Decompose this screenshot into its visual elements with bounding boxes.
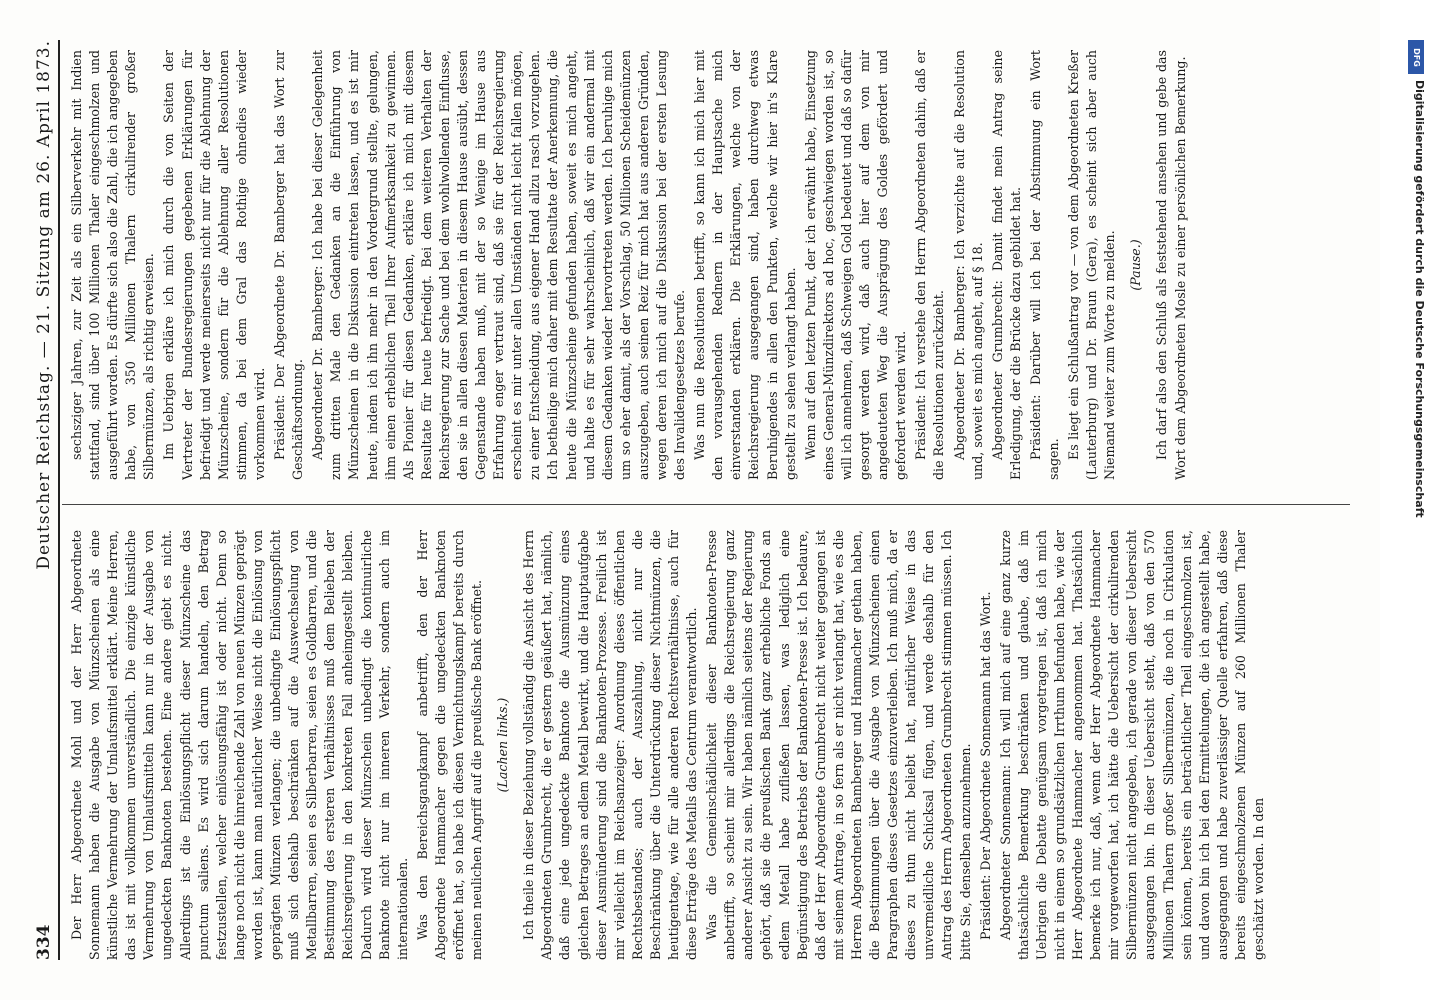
paragraph: Im Uebrigen erkläre ich mich durch die von Seiten der Vertreter der Bundesregierungen gegebenen Erklärungen für befriedigt und werde meinerseits nicht nur für die Ablehnung der Münzscheine, sondern für die Ablehnung aller Resolutionen stimmen, da bei dem Gral das Rothige ohnedies wieder vorkommen wird. xyxy=(161,50,267,480)
paragraph: Präsident: Ich verstehe den Herrn Abgeordneten dahin, daß er die Resolutionen zurückzieht. xyxy=(913,50,947,480)
column-divider xyxy=(62,504,1350,505)
paragraph: Präsident: Der Abgeordnete Dr. Bamberger hat das Wort zur Geschäftsordnung. xyxy=(272,50,306,480)
paragraph: Wenn auf den letzten Punkt, der ich erwähnt habe, Einsetzung eines General-Münzdirektors ad hoc, geschwiegen worden ist, so will ich annehmen, daß Schweigen Gold bedeutet und daß so dafür gesorgt werden wird, daß auch hier auf dem von mir angedeuteten Weg die Ausprägung des Goldes gefördert und gefordert werden wird. xyxy=(802,50,909,480)
digitization-note xyxy=(1406,40,1426,960)
dfg-logo: DFG xyxy=(1408,40,1424,74)
paragraph: Präsident: Der Abgeordnete Sonnemann hat das Wort. xyxy=(977,591,993,940)
paragraph: Ich darf also den Schluß als feststehend ansehen und gebe das Wort dem Abgeordneten Mosle zu einer persönlichen Bemerkung. xyxy=(1154,50,1188,480)
stage-direction: (Pause.) xyxy=(1128,239,1144,291)
paragraph: Ich theile in dieser Beziehung vollständig die Ansicht des Herrn Abgeordneten Grumbrecht, die er gestern geäußert hat, nämlich, daß eine jede ungedeckte Banknote die Ausmünzung eines gleichen Betrages an edlem Metall bewirkt, und die Hauptaufgabe dieser Ausmünderung sind die Banknoten-Prozesse. Freilich ist mir vielleicht im Reichsanzeiger: Anordnung dieses öffentlichen Rechtsbestandes; auch der Auszahlung, nicht nur die Beschränkung über die Unterdrückung dieser Nichtmünzen, die heutigentage, wie für alle anderen Rechtsverhältnisse, auch für diese Erträge des Metalls das Centrum verantwortlich. xyxy=(521,530,700,960)
paragraph: Präsident: Darüber will ich bei der Abstimmung ein Wort sagen. xyxy=(1027,50,1061,480)
funding-note: Digitalisierung gefördert durch die Deutsche Forschungsgemeinschaft xyxy=(1413,80,1426,518)
paragraph: Abgeordneter Dr. Bamberger: Ich habe bei dieser Gelegenheit zum dritten Male den Gedanken an die Einführung von Münzscheinen in die Diskussion eintreten lassen, und es ist mir heute, indem ich ihn mehr in den Vordergrund stellte, gelungen, ihm einen erheblichen Theil Ihrer Aufmerksamkeit zu gewinnen. Als Pionier für diesen Gedanken, erkläre ich mich mit diesem Resultate für heute befriedigt. Bei dem weiteren Verhalten der Reichsregierung zur Sache und bei dem wohlwollenden Einflusse, den sie in allen diesen Materien in diesem Hause ausübt, dessen Gegenstande haben muß, mit der so Wenige im Hause aus Erfahrung enger vertraut sind, daß sie für der Reichsregierung erscheint es mir unter allen Umständen nicht leicht fallen mögen, zu einer Entscheidung, aus eigener Hand allzu rasch vorzugehen. Ich betheilige mich daher mit dem Resultate der Anerkennung, die heute die Münzscheine gefunden haben, soweit es mich angeht, und halte es für sehr wahrscheinlich, daß wir ein andermal mit diesem Gedanken wieder hervortreten werden. Ich beruhige mich um so eher damit, als der Vorschlag, 50 Millionen Scheidemünzen auszugeben, auch seinen Reiz für mich hat aus anderen Gründen, wegen deren ich mich auf die Diskussion bei der ersten Lesung des Invalidengesetzes berufe. xyxy=(310,50,688,480)
paragraph: Abgeordneter Sonnemann: Ich will mich auf eine ganz kurze thatsächliche Bemerkung beschränken und glaube, daß im Uebrigen die Debatte genügsam vorgetragen ist, daß ich mich nicht in einem so grundsätzlichen Irrthum befunden habe, wie der Herr Abgeordnete Hammacher angenommen hat. Thatsächlich bemerke ich nur, daß, wenn der Herr Abgeordnete Hammacher mir vorgeworfen hat, ich hätte die Uebersicht der cirkulirenden Silbermünzen nicht angegeben, ich gerade von dieser Uebersicht ausgegangen bin. In dieser Uebersicht steht, daß von den 570 Millionen Thalern großer Silbermünzen, die noch in Cirkulation sein können, bereits ein beträchtlicher Theil eingeschmolzen ist, und davon bin ich bei den Ermittelungen, die ich angestellt habe, ausgegangen und habe zuverlässiger Quelle erfahren, daß diese bereits eingeschmolzenen Münzen auf 260 Millionen Thaler geschätzt worden. In den xyxy=(997,530,1266,960)
paragraph: Abgeordneter Dr. Bamberger: Ich verzichte auf die Resolution und, soweit es mich angeht, auf § 18. xyxy=(951,50,985,480)
paragraph: Was die Gemeinschädlichkeit dieser Banknoten-Presse anbetrifft, so scheint mir allerdings die Reichsregierung ganz anderer Ansicht zu sein. Wir haben nämlich seitens der Regierung gehört, daß sie die preußischen Bank ganz erhebliche Fonds an edlem Metall habe zufließen lassen, was lediglich eine Begünstigung des Betriebs der Banknoten-Presse ist. Ich bedaure, daß der Herr Abgeordnete Grumbrecht nicht weiter gegangen ist mit seinem Antrage, in so fern als er nicht verlangt hat, wie es die Herren Abgeordneten Bamberger und Hammacher gethan haben, die Bestimmungen über die Ausgabe von Münzscheinen einen Paragraphen dieses Gesetzes einzuverleiben. Ich muß mich, da er dieses zu thun nicht beliebt hat, natürlicher Weise in das unvermeidliche Schicksal fügen, und werde deshalb für den Antrag des Herrn Abgeordneten Grumbrecht stimmen müssen. Ich bitte Sie, denselben anzunehmen. xyxy=(704,530,973,960)
paragraph: Was den Bereichsgangkampf anbetrifft, den der Herr Abgeordnete Hammacher gegen die ungedeckten Banknoten eröffnet hat, so habe ich diesen Vernichtungskampf bereits durch meinen neulichen Angriff auf die preußische Bank eröffnet. xyxy=(414,530,485,960)
paragraph: Es liegt ein Schlußantrag vor — von dem Abgeordneten Kreßer (Lauterburg) und Dr. Braun (Gera), es scheint sich aber auch Niemand weiter zum Worte zu melden. xyxy=(1066,50,1118,480)
right-column xyxy=(68,50,1350,480)
page-title: Deutscher Reichstag. — 21. Sitzung am 26. April 1873. xyxy=(34,40,54,570)
stage-direction: (Lachen links.) xyxy=(495,697,511,793)
paragraph: Was nun die Resolutionen betrifft, so kann ich mich hier mit den vorausgehenden Rednern in der Hauptsache mich einverstanden erklären. Die Erklärungen, welche von der Reichsregierung ausgegangen sind, haben durchweg etwas Beruhigendes in allen den Punkten, welche wir hier in's Klare gestellt zu sehen verlangt haben. xyxy=(692,50,798,480)
paragraph: Abgeordneter Grumbrecht: Damit findet mein Antrag seine Erledigung, der die Brücke dazu gebildet hat. xyxy=(989,50,1023,480)
paragraph: sechsziger Jahren, zur Zeit als ein Silberverkehr mit Indien stattfand, sind über 100 Millionen Thaler eingeschmolzen und ausgeführt worden. Es dürfte sich also die Zahl, die ich angegeben habe, von 350 Millionen Thalern cirkulirender großer Silbermünzen, als richtig erweisen. xyxy=(69,50,157,480)
left-column xyxy=(68,530,1350,960)
page-header xyxy=(20,40,60,960)
page-number: 334 xyxy=(34,924,54,960)
paragraph: Der Herr Abgeordnete Mohl und der Herr Abgeordnete Sonnemann haben die Ausgabe von Münzscheinen als eine künstliche Vermehrung der Umlaufsmittel erklärt. Meine Herren, das ist mit vollkommen unverständlich. Die einzige künstliche Vermehrung von Umlaufsmitteln kann nur in der Ausgabe von ungedeckten Banknoten bestehen. Eine andere giebt es nicht. Allerdings ist die Einlösungspflicht dieser Münzscheine das punctum saliens. Es wird sich darum handeln, den Betrag festzustellen, welcher einlösungsfähig ist oder nicht. Denn so lange noch nicht die hinreichende Zahl von neuen Münzen geprägt worden ist, kann man natürlicher Weise nicht die Einlösung von geprägten Münzen verlangen; die unbedingte Einlösungspflicht muß sich deshalb beschränken auf die Auswechselung von Metallbarren, seien es Silberbarren, seien es Goldbarren, und die Bestimmung des ersteren Verhältnisses muß dem Belieben der Reichsregierung in den konkreten Fall anheimgestellt bleiben. Dadurch wird dieser Münzschein unbedingt die kontinuirliche Banknote nicht nur im inneren Verkehr, sondern auch im internationalen. xyxy=(69,530,410,960)
